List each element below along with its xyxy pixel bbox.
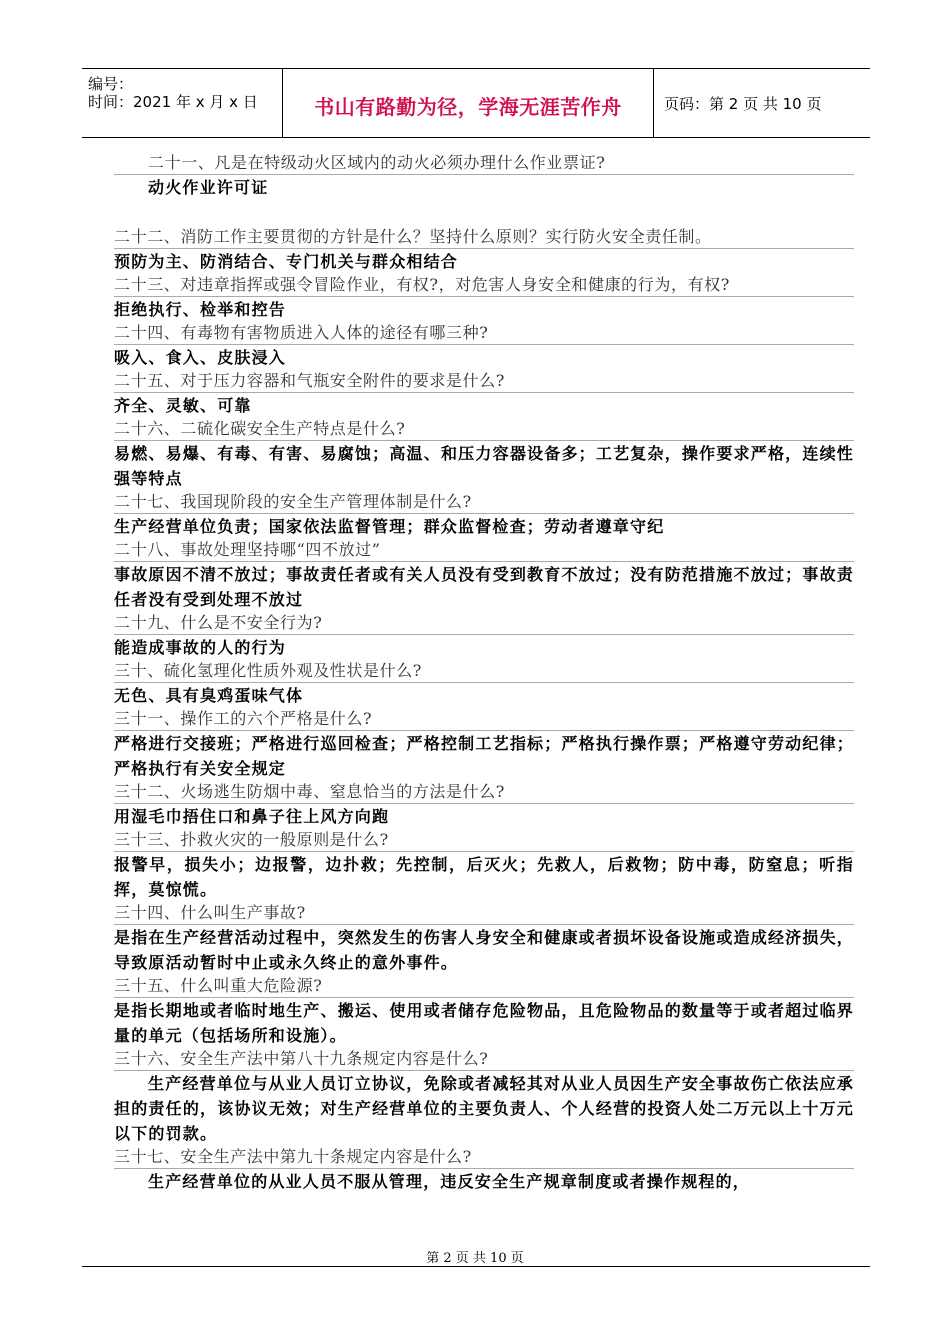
question: 二十二、消防工作主要贯彻的方针是什么？坚持什么原则？实行防火安全责任制。 [114, 226, 854, 249]
question: 三十一、操作工的六个严格是什么? [114, 708, 854, 731]
answer: 生产经营单位的从业人员不服从管理，违反安全生产规章制度或者操作规程的， [148, 1172, 751, 1191]
answer: 预防为主、防消结合、专门机关与群众相结合 [114, 252, 459, 271]
answer: 生产经营单位与从业人员订立协议，免除或者减轻其对从业人员因生产安全事故伤亡依法应承担的责任的，该协议无效；对生产经营单位的主要负责人、个人经营的投资人处二万元以上十万元以下的罚款。 [114, 1074, 854, 1143]
qa-list [114, 152, 854, 1194]
answer: 生产经营单位负责；国家依法监督管理；群众监督检查；劳动者遵章守纪 [114, 517, 665, 536]
question: 三十三、扑救火灾的一般原则是什么? [114, 829, 854, 852]
question: 二十一、凡是在特级动火区域内的动火必须办理什么作业票证? [114, 152, 854, 175]
answer: 易燃、易爆、有毒、有害、易腐蚀；高温、和压力容器设备多；工艺复杂，操作要求严格，连续性强等特点 [114, 444, 854, 488]
question: 二十三、对违章指挥或强令冒险作业，有权?，对危害人身安全和健康的行为，有权? [114, 274, 854, 297]
header-info-cell [82, 69, 283, 137]
answer: 严格进行交接班；严格进行巡回检查；严格控制工艺指标；严格执行操作票；严格遵守劳动纪律；严格执行有关安全规定 [114, 734, 854, 778]
question: 三十四、什么叫生产事故? [114, 902, 854, 925]
answer: 无色、具有臭鸡蛋味气体 [114, 686, 304, 705]
doc-time-label: 时间：2021 年 x 月 x 日 [88, 93, 258, 111]
answer: 事故原因不清不放过；事故责任者或有关人员没有受到教育不放过；没有防范措施不放过；事故责任者没有受到处理不放过 [114, 565, 854, 609]
question: 三十、硫化氢理化性质外观及性状是什么? [114, 660, 854, 683]
footer-rule [82, 1266, 870, 1267]
answer: 动火作业许可证 [148, 178, 269, 197]
doc-number-label: 编号： [88, 75, 134, 93]
question: 三十二、火场逃生防烟中毒、窒息恰当的方法是什么? [114, 781, 854, 804]
question: 三十六、安全生产法中第八十九条规定内容是什么? [114, 1048, 854, 1071]
question: 二十四、有毒物有害物质进入人体的途径有哪三种? [114, 322, 854, 345]
header-motto: 书山有路勤为径，学海无涯苦作舟 [314, 95, 622, 119]
header-page-cell [654, 69, 870, 137]
question: 二十六、二硫化碳安全生产特点是什么? [114, 418, 854, 441]
question: 三十七、安全生产法中第九十条规定内容是什么? [114, 1146, 854, 1169]
page-header [82, 68, 870, 138]
question: 二十八、事故处理坚持哪“四不放过” [114, 539, 854, 562]
answer: 能造成事故的人的行为 [114, 638, 287, 657]
answer: 是指长期地或者临时地生产、搬运、使用或者储存危险物品，且危险物品的数量等于或者超过临界量的单元（包括场所和设施）。 [114, 1001, 854, 1045]
question: 二十七、我国现阶段的安全生产管理体制是什么? [114, 491, 854, 514]
answer: 是指在生产经营活动过程中，突然发生的伤害人身安全和健康或者损坏设备设施或造成经济损失，导致原活动暂时中止或永久终止的意外事件。 [114, 928, 854, 972]
header-page-number: 页码：第 2 页 共 10 页 [664, 95, 822, 113]
answer: 齐全、灵敏、可靠 [114, 396, 252, 415]
header-motto-cell [283, 69, 654, 137]
answer: 吸入、食入、皮肤浸入 [114, 348, 287, 367]
answer: 用湿毛巾捂住口和鼻子往上风方向跑 [114, 807, 390, 826]
answer: 拒绝执行、检举和控告 [114, 300, 287, 319]
question: 三十五、什么叫重大危险源? [114, 975, 854, 998]
answer: 报警早，损失小；边报警，边扑救；先控制，后灭火；先救人，后救物；防中毒，防窒息；听指挥，莫惊慌。 [114, 855, 854, 899]
spacer [114, 200, 854, 226]
question: 二十九、什么是不安全行为? [114, 612, 854, 635]
page-footer: 第 2 页 共 10 页 [426, 1251, 524, 1266]
question: 二十五、对于压力容器和气瓶安全附件的要求是什么? [114, 370, 854, 393]
